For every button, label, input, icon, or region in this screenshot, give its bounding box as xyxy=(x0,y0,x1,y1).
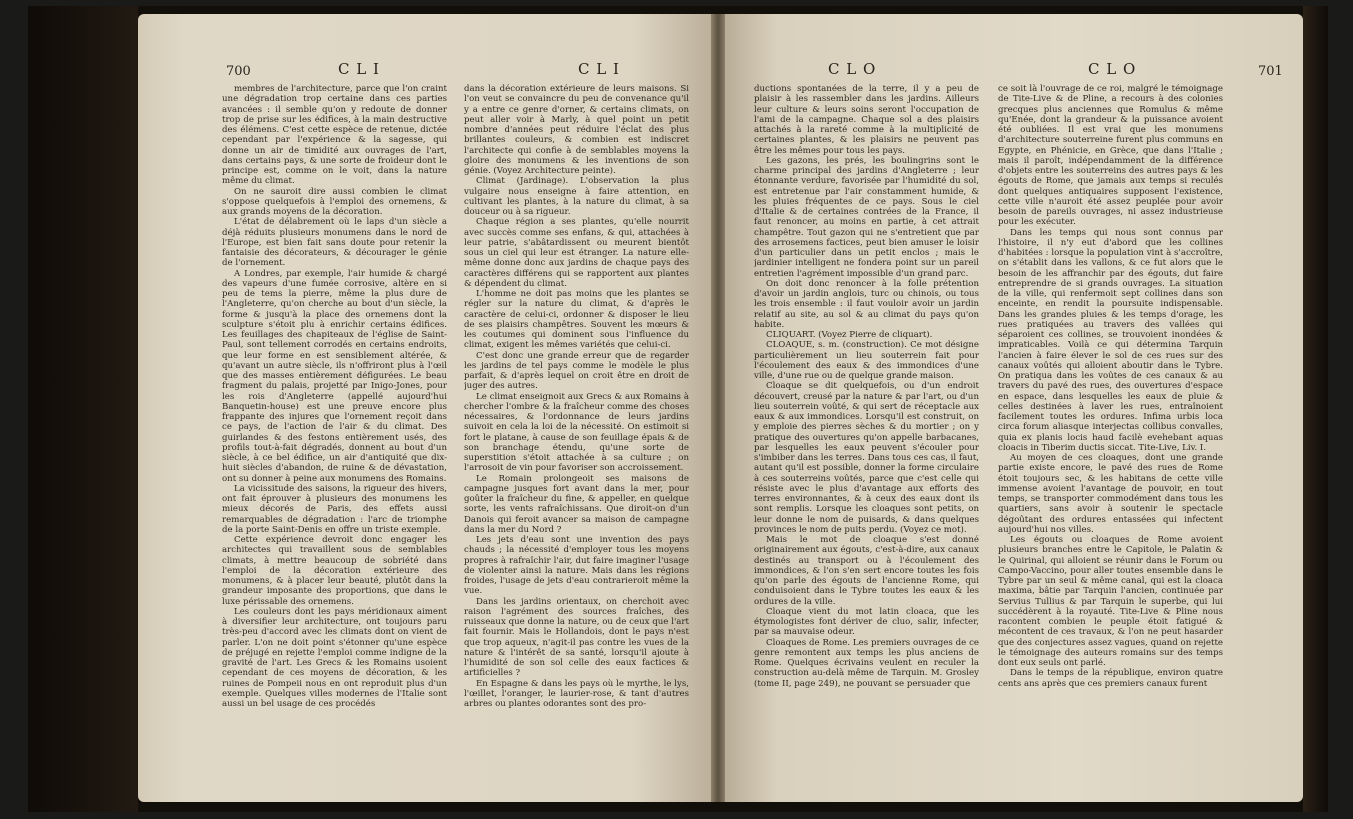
paragraph: Cloaque se dit quelquefois, ou d'un endroit découvert, creusé par la nature & par l'art, ou d'un lieu souterrein voûté, & qui sert de réceptacle aux eaux & aux immondices. Lorsqu'il est construit, on y emploie des pierres sèches & du mortier ; on y pratique des ouvertures qu'on appelle barbacanes, par lesquelles les eaux peuvent s'écouler pour s'imbiber dans les terres. Dans tous ces cas, il faut, autant qu'il est possible, donner la forme circulaire à ces souterreins voûtés, parce que c'est celle qui résiste avec le plus d'avantage aux efforts des terres environnantes, & à ceux des eaux dont ils sont remplis. Lorsque les cloaques sont petits, on leur donne le nom de puisards, & dans quelques provinces le nom de puits perdu. (Voyez ce mot). xyxy=(754,381,979,535)
right-column-1 xyxy=(754,84,979,774)
paragraph: ce soit là l'ouvrage de ce roi, malgré le témoignage de Tite-Live & de Pline, a recours à des colonies grecques plus anciennes que Romulus & même qu'Enée, dont la grandeur & la puissance avoient été oubliées. Il est vrai que les monumens d'architecture souterreine furent plus communs en Egypte, en Phénicie, en Grèce, que dans l'Italie ; mais il paroît, indépendamment de la différence d'objets entre les souterreins des autres pays & les égouts de Rome, que jamais aux temps si reculés dont quelques antiquaires supposent l'existence, cette ville n'auroit été assez peuplée pour avoir besoin de pareils ouvrages, ni assez industrieuse pour les exécuter. xyxy=(998,84,1223,228)
paragraph: Chaque région a ses plantes, qu'elle nourrit avec succès comme ses enfans, & qui, attachées à leur patrie, s'abâtardissent ou meurent bientôt sous un ciel qui leur est étranger. La nature elle-même donne donc aux jardins de chaque pays des caractères différens qui se rapportent aux plantes & dépendent du climat. xyxy=(464,217,689,289)
left-header-left: C L I xyxy=(338,60,380,78)
left-header-right: C L I xyxy=(578,60,620,78)
left-column-1 xyxy=(222,84,447,774)
left-page xyxy=(138,14,718,802)
paragraph: dans la décoration extérieure de leurs maisons. Si l'on veut se convaincre du peu de convenance qu'il y a entre ce genre d'orner, & certains climats, on peut aller voir à Marly, à quel point un petit nombre d'années peut réduire l'éclat des plus brillantes couleurs, & combien est indiscret l'architecte qui confie à de semblables moyens la gloire des monumens & les inventions de son génie. (Voyez Architecture peinte). xyxy=(464,84,689,176)
paragraph: Les gazons, les prés, les boulingrins sont le charme principal des jardins d'Angleterre ; leur étonnante verdure, favorisée par l'humidité du sol, est entretenue par l'air constamment humide, & les pluies fréquentes de ce pays. Sous le ciel d'Italie & de certaines contrées de la France, il faut renoncer, au moins en partie, à cet attrait champêtre. Tout gazon qui ne s'entretient que par des arrosemens factices, peut bien amuser le loisir d'un particulier dans un petit enclos ; mais le jardinier intelligent ne fondera point sur un pareil entretien l'agrément impossible d'un grand parc. xyxy=(754,155,979,279)
paragraph: Le Romain prolongeoit ses maisons de campagne jusques fort avant dans la mer, pour goûter la fraîcheur du fine, & appeller, en quelque sorte, les vents rafraîchissans. Que diroit-on d'un Danois qui feroit avancer sa maison de campagne dans la mer du Nord ? xyxy=(464,473,689,535)
paragraph: On ne sauroit dire aussi combien le climat s'oppose quelquefois à l'emploi des ornemens, & aux grands moyens de la décoration. xyxy=(222,186,447,217)
book-edge-right xyxy=(1303,6,1328,812)
paragraph: Climat (Jardinage). L'observation la plus vulgaire nous enseigne à faire attention, en cultivant les plantes, à la nature du climat, à sa douceur ou à sa rigueur. xyxy=(464,176,689,217)
book-spine xyxy=(711,14,725,802)
right-page-number: 701 xyxy=(1258,64,1283,79)
paragraph: Cloaque vient du mot latin cloaca, que les étymologistes font dériver de cluo, salir, infecter, par sa mauvaise odeur. xyxy=(754,606,979,638)
paragraph: L'homme ne doit pas moins que les plantes se régler sur la nature du climat, & d'après le caractère de celui-ci, ordonner & disposer le lieu de ses plaisirs champêtres. Souvent les mœurs & les coutumes qui dominent sous l'influence du climat, exigent les mêmes variétés que celui-ci. xyxy=(464,289,689,351)
paragraph: C'est donc une grande erreur que de regarder les jardins de tel pays comme le modèle le plus parfait, & d'après lequel on croit être en droit de juger des autres. xyxy=(464,350,689,392)
right-header-right: C L O xyxy=(1088,60,1137,78)
open-book xyxy=(28,6,1328,812)
paragraph: Cloaques de Rome. Les premiers ouvrages de ce genre remontent aux temps les plus anciens de Rome. Quelques écrivains veulent en reculer la construction au-delà même de Tarquin. M. Grosley (tome II, page 249), ne pouvant se persuader que xyxy=(754,637,979,689)
paragraph: Les jets d'eau sont une invention des pays chauds ; la nécessité d'employer tous les moyens propres à rafraîchir l'air, dut faire imaginer l'usage de violenter ainsi la nature. Mais dans les régions froides, l'usage de jets d'eau contrarieroit même la vue. xyxy=(464,535,689,597)
paragraph: Dans le temps de la république, environ quatre cents ans après que ces premiers canaux furent xyxy=(998,668,1223,689)
paragraph: CLOAQUE, s. m. (construction). Ce mot désigne particulièrement un lieu souterrein fait pour l'écoulement des eaux & des immondices d'une ville, d'une rue ou de quelque grande maison. xyxy=(754,340,979,381)
paragraph: En Espagne & dans les pays où le myrthe, le lys, l'œillet, l'oranger, le laurier-rose, & tant d'autres arbres ou plantes odorantes sont des pro- xyxy=(464,678,689,709)
right-column-2 xyxy=(998,84,1223,774)
right-page xyxy=(718,14,1303,802)
paragraph: membres de l'architecture, parce que l'on craint une dégradation trop certaine dans ces parties avancées : il semble qu'on y redoute de donner trop de prise sur les édifices, à la main destructive des élémens. C'est cette espèce de retenue, dictée cependant par l'expérience & la sagesse, qui donne un air de timidité aux ouvrages de l'art, dans certains pays, & une sorte de froideur dont le principe est, comme on le voit, dans la nature même du climat. xyxy=(222,84,447,187)
paragraph: CLIQUART. (Voyez Pierre de cliquart). xyxy=(766,330,933,340)
paragraph: Mais le mot de cloaque s'est donné originairement aux égouts, c'est-à-dire, aux canaux destinés au transport ou à l'écoulement des immondices, & l'on s'en sert encore toutes les fois qu'on parle des égouts de l'ancienne Rome, qui conduisoient dans le Tybre toutes les eaux & les ordures de la ville. xyxy=(754,535,979,607)
paragraph: L'état de délabrement où le laps d'un siècle a déjà réduits plusieurs monumens dans le nord de l'Europe, est bien fait sans doute pour retenir la fantaisie des décorateurs, & décourager le génie de l'ornement. xyxy=(222,217,447,269)
paragraph: Cette expérience devroit donc engager les architectes qui travaillent sous de semblables climats, à mettre beaucoup de sobriété dans l'emploi de la décoration extérieure des monumens, & à placer leur beauté, plutôt dans la grandeur imposante des proportions, que dans le luxe périssable des ornemens. xyxy=(222,535,447,607)
paragraph: A Londres, par exemple, l'air humide & chargé des vapeurs d'une fumée corrosive, altère en si peu de tems la pierre, même la plus dure de l'Angleterre, qu'on cherche au bout d'un siècle, la forme & jusqu'à la place des ornemens dont la sculpture s'étoit plu à enrichir certains édifices. Les feuillages des chapiteaux de l'église de Saint-Paul, sont tellement corrodés en certains endroits, que leur forme en est sensiblement altérée, & qu'avant un autre siècle, ils n'offriront plus à l'œil que des masses entièrement défigurées. Le beau fragment du palais, projetté par Inigo-Jones, pour les rois d'Angleterre (appellé aujourd'hui Banquetin-house) est une preuve encore plus frappante des injures que l'ornement reçoit dans ce pays, de l'action de l'air & du climat. Des guirlandes & des festons entièrement usés, des profils tout-à-fait dégradés, donnent au bout d'un siècle, à ce bel édifice, un air d'antiquité que dix-huit siècles d'abandon, de ruine & de dévastation, ont su donner à peine aux monumens des Romains. xyxy=(222,268,447,484)
paragraph: Les égouts ou cloaques de Rome avoient plusieurs branches entre le Capitole, le Palatin & le Quirinal, qui alloient se réunir dans le Forum ou Campo-Vaccino, pour aller toutes ensemble dans le Tybre par un seul & même canal, qui est la cloaca maxima, bâtie par Tarquin l'ancien, continuée par Servius Tullius & par Tarquin le superbe, qui lui succédèrent à la royauté. Tite-Live & Pline nous racontent combien le peuple étoit fatigué & mécontent de ces travaux, & l'on ne peut hasarder que des conjectures assez vagues, quand on rejette le témoignage des auteurs romains sur des temps dont eux seuls ont parlé. xyxy=(998,535,1223,668)
paragraph: La vicissitude des saisons, la rigueur des hivers, ont fait éprouver à plusieurs des monumens les mieux décorés de Paris, des effets aussi remarquables de dégradation : l'arc de triomphe de la porte Saint-Denis en offre un triste exemple. xyxy=(222,483,447,535)
paragraph: Les couleurs dont les pays méridionaux aiment à diversifier leur architecture, ont toujours paru très-peu d'accord avec les climats dont on vient de parler. L'on ne doit point s'étonner qu'une espèce de préjugé en rejette l'emploi comme indigne de la gravité de l'art. Les Grecs & les Romains usoient cependant de ces moyens de décoration, & les ruines de Pompeii nous en ont reproduit plus d'un exemple. Quelques villes modernes de l'Italie sont aussi un bel usage de ces procédés xyxy=(222,606,447,709)
paragraph: Dans les jardins orientaux, on cherchoit avec raison l'agrément des sources fraîches, des ruisseaux que donne la nature, ou de ceux que l'art fait fournir. Mais le Hollandois, dont le pays n'est que trop aqueux, n'agit-il pas contre les vues de la nature & l'intérêt de sa santé, lorsqu'il ajoute à l'humidité de son sol celle des eaux factices & artificielles ? xyxy=(464,596,689,679)
paragraph: Le climat enseignoit aux Grecs & aux Romains à chercher l'ombre & la fraîcheur comme des choses nécessaires, & l'ordonnance de leurs jardins suivoit en cela la loi de la nécessité. On estimoit si fort le platane, à cause de son feuillage épais & de son branchage étendu, qu'une sorte de superstition s'étoit attachée à sa culture ; on l'arrosoit de vin pour favoriser son accroissement. xyxy=(464,391,689,474)
paragraph: On doit donc renoncer à la folle prétention d'avoir un jardin anglois, turc ou chinois, ou tous les trois ensemble : il faut vouloir avoir un jardin relatif au site, au sol & au climat du pays qu'on habite. xyxy=(754,278,979,330)
left-column-2 xyxy=(464,84,689,774)
right-header-left: C L O xyxy=(828,60,877,78)
left-page-number: 700 xyxy=(226,64,251,79)
paragraph: Au moyen de ces cloaques, dont une grande partie existe encore, le pavé des rues de Rome étoit toujours sec, & les habitans de cette ville immense avoient l'avantage de pouvoir, en tout temps, se transporter commodément dans tous les quartiers, sans avoir à soutenir le spectacle dégoûtant des ordures entassées qui infectent aujourd'hui nos villes. xyxy=(998,453,1223,535)
book-edge-left xyxy=(28,6,138,812)
paragraph: ductions spontanées de la terre, il y a peu de plaisir à les rassembler dans les jardins. Ailleurs leur culture & leurs soins seront l'occupation de l'ami de la campagne. Chaque sol a des plaisirs attachés à la rareté comme à la multiplicité de certaines plantes, & les plaisirs ne peuvent pas être les mêmes pour tous les pays. xyxy=(754,84,979,156)
paragraph: Dans les temps qui nous sont connus par l'histoire, il n'y eut d'abord que les collines d'habitées : lorsque la population vint à s'accroître, on s'établit dans les vallons, & ce fut alors que le besoin de les affranchir par des égouts, dut faire entreprendre de si grands ouvrages. La situation de la ville, qui renfermoit sept collines dans son enceinte, en rendit la poursuite indispensable. Dans les grandes pluies & les temps d'orage, les rues pratiquées au travers des vallées qui séparoient ces collines, se trouvoient inondées & impraticables. Voilà ce qui détermina Tarquin l'ancien à faire élever le sol de ces rues sur des canaux voûtés qui alloient aboutir dans le Tybre. On pratiqua dans les voûtes de ces canaux & au travers du pavé des rues, des ouvertures d'espace en espace, dans lesquelles les eaux de pluie & celles destinées à laver les rues, entraînoient facilement toutes les ordures. Infima urbis loca circa forum aliasque interjectas collibus convalles, quia ex planis locis haud facilè evehebant aquas cloacis in Tiberim ductis siccat. Tite-Live, Liv. I. xyxy=(998,227,1223,453)
